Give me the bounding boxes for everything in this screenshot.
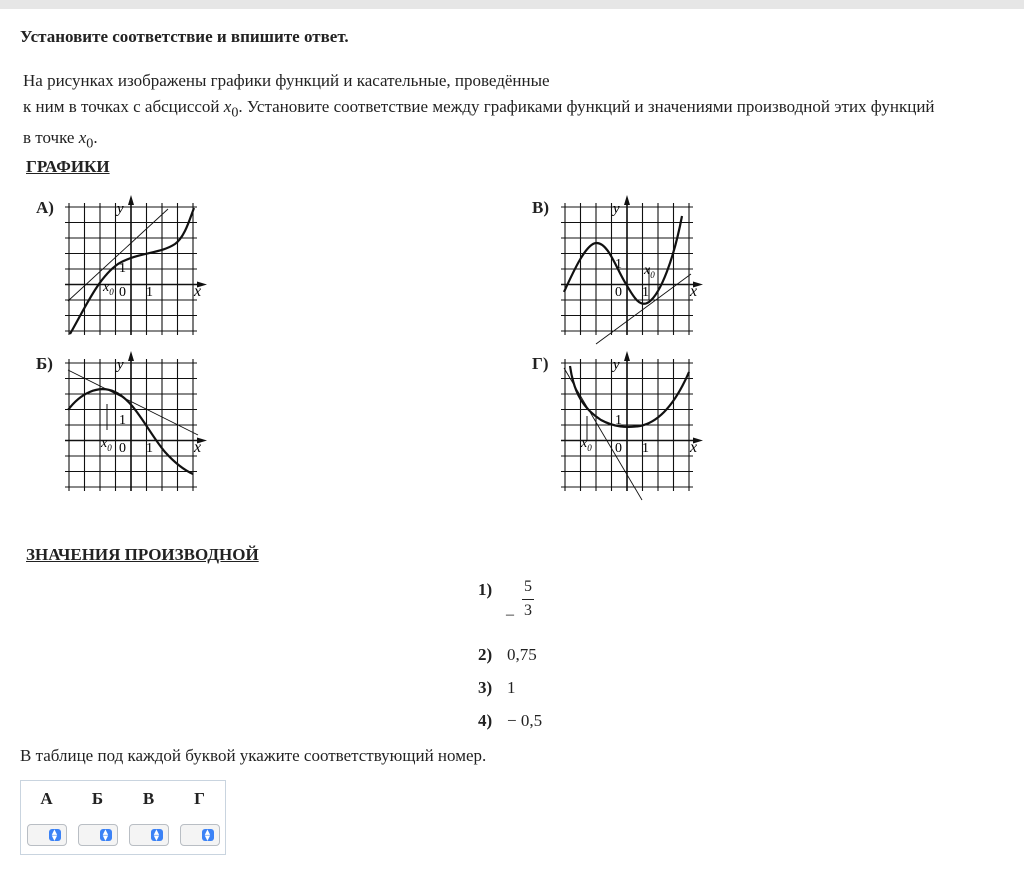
- tick-one-y: 1: [119, 413, 126, 428]
- top-bar: [0, 0, 1024, 9]
- function-curve: [564, 216, 682, 304]
- x-axis-label: x: [194, 439, 202, 456]
- y-axis-label: y: [613, 357, 620, 373]
- option-number-3: 3): [478, 678, 493, 697]
- select-arrows-icon: ▲ ▼: [202, 829, 214, 841]
- x-axis-label: x: [690, 439, 698, 456]
- select-arrows-icon: ▲ ▼: [100, 829, 112, 841]
- fraction-bar: [522, 599, 534, 600]
- tick-one-x: 1: [146, 441, 153, 456]
- function-curve: [570, 366, 689, 427]
- graph-b: [60, 354, 210, 504]
- x-axis-label: x: [690, 283, 698, 300]
- answer-select-a[interactable]: [27, 824, 67, 846]
- option-number-2: 2): [478, 645, 493, 664]
- intro-line-3: в точке: [23, 128, 79, 148]
- task-description: На рисунках изображены графики функций и касательные, проведённые к ним в точках с абсциссой $x_0$. Установите соответствие между графиками функций и значениями производной этих функций в точке $x_0$.: [23, 71, 935, 152]
- x0-label: $x_0$: [644, 263, 655, 280]
- intro-line-2: к ним в точках с абсциссой: [23, 97, 224, 116]
- tangent-line: [564, 368, 642, 500]
- graphs-section-title: ГРАФИКИ: [26, 157, 110, 176]
- origin-label: 0: [615, 285, 622, 300]
- tick-one-x: 1: [642, 441, 649, 456]
- y-axis-label: y: [613, 201, 620, 217]
- graph-label-g: Г): [532, 354, 549, 373]
- graph-label-v: В): [532, 198, 549, 217]
- tick-one-y: 1: [119, 261, 126, 276]
- answer-header-row: [21, 781, 225, 816]
- graph-v: [556, 198, 706, 348]
- origin-label: 0: [615, 441, 622, 456]
- option-number-4: 4): [478, 711, 493, 730]
- y-axis-arrow-icon: [624, 195, 630, 205]
- option-number-1: 1): [478, 580, 493, 599]
- graph-a: [60, 198, 210, 348]
- fraction-numerator: 5: [524, 578, 532, 595]
- x-axis-label: x: [194, 283, 202, 300]
- option-value-1: [506, 578, 536, 626]
- tick-one-y: 1: [615, 257, 622, 272]
- y-axis-arrow-icon: [128, 195, 134, 205]
- answer-table: [20, 780, 226, 855]
- tick-one-y: 1: [615, 413, 622, 428]
- values-section-title: ЗНАЧЕНИЯ ПРОИЗВОДНОЙ: [26, 545, 259, 564]
- answer-header-a: А: [40, 788, 53, 808]
- answer-select-row: [21, 816, 225, 854]
- fraction-denominator: 3: [524, 602, 532, 619]
- option-value-2: 0,75: [507, 645, 537, 664]
- x0-label: $x_0$: [101, 436, 112, 453]
- answer-select-v[interactable]: [129, 824, 169, 846]
- option-value-4: − 0,5: [507, 711, 543, 730]
- select-arrows-icon: ▲ ▼: [49, 829, 61, 841]
- option-value-3: 1: [507, 678, 516, 697]
- answer-instruction: В таблице под каждой буквой укажите соответствующий номер.: [20, 746, 487, 765]
- answer-select-b[interactable]: [78, 824, 118, 846]
- x0-label: $x_0$: [103, 280, 114, 297]
- answer-header-v: В: [142, 788, 155, 808]
- select-arrows-icon: ▲ ▼: [151, 829, 163, 841]
- origin-label: 0: [119, 285, 126, 300]
- task-heading: Установите соответствие и впишите ответ.: [20, 27, 349, 46]
- grid: [65, 195, 207, 335]
- tick-one-x: 1: [146, 285, 153, 300]
- graph-g: [556, 354, 706, 504]
- y-axis-label: y: [117, 357, 124, 373]
- grid: [561, 351, 703, 491]
- origin-label: 0: [119, 441, 126, 456]
- y-axis-arrow-icon: [128, 351, 134, 361]
- x0-label: $x_0$: [581, 436, 592, 453]
- answer-header-g: Г: [194, 788, 205, 808]
- intro-line-1: На рисунках изображены графики функций и касательные, проведённые: [23, 71, 550, 90]
- graph-label-b: Б): [36, 354, 53, 373]
- answer-header-b: Б: [91, 788, 104, 808]
- y-axis-label: y: [117, 201, 124, 217]
- answer-select-g[interactable]: [180, 824, 220, 846]
- fraction-sign: –: [506, 606, 514, 623]
- y-axis-arrow-icon: [624, 351, 630, 361]
- graph-label-a: А): [36, 198, 54, 217]
- tick-one-x: 1: [642, 285, 649, 300]
